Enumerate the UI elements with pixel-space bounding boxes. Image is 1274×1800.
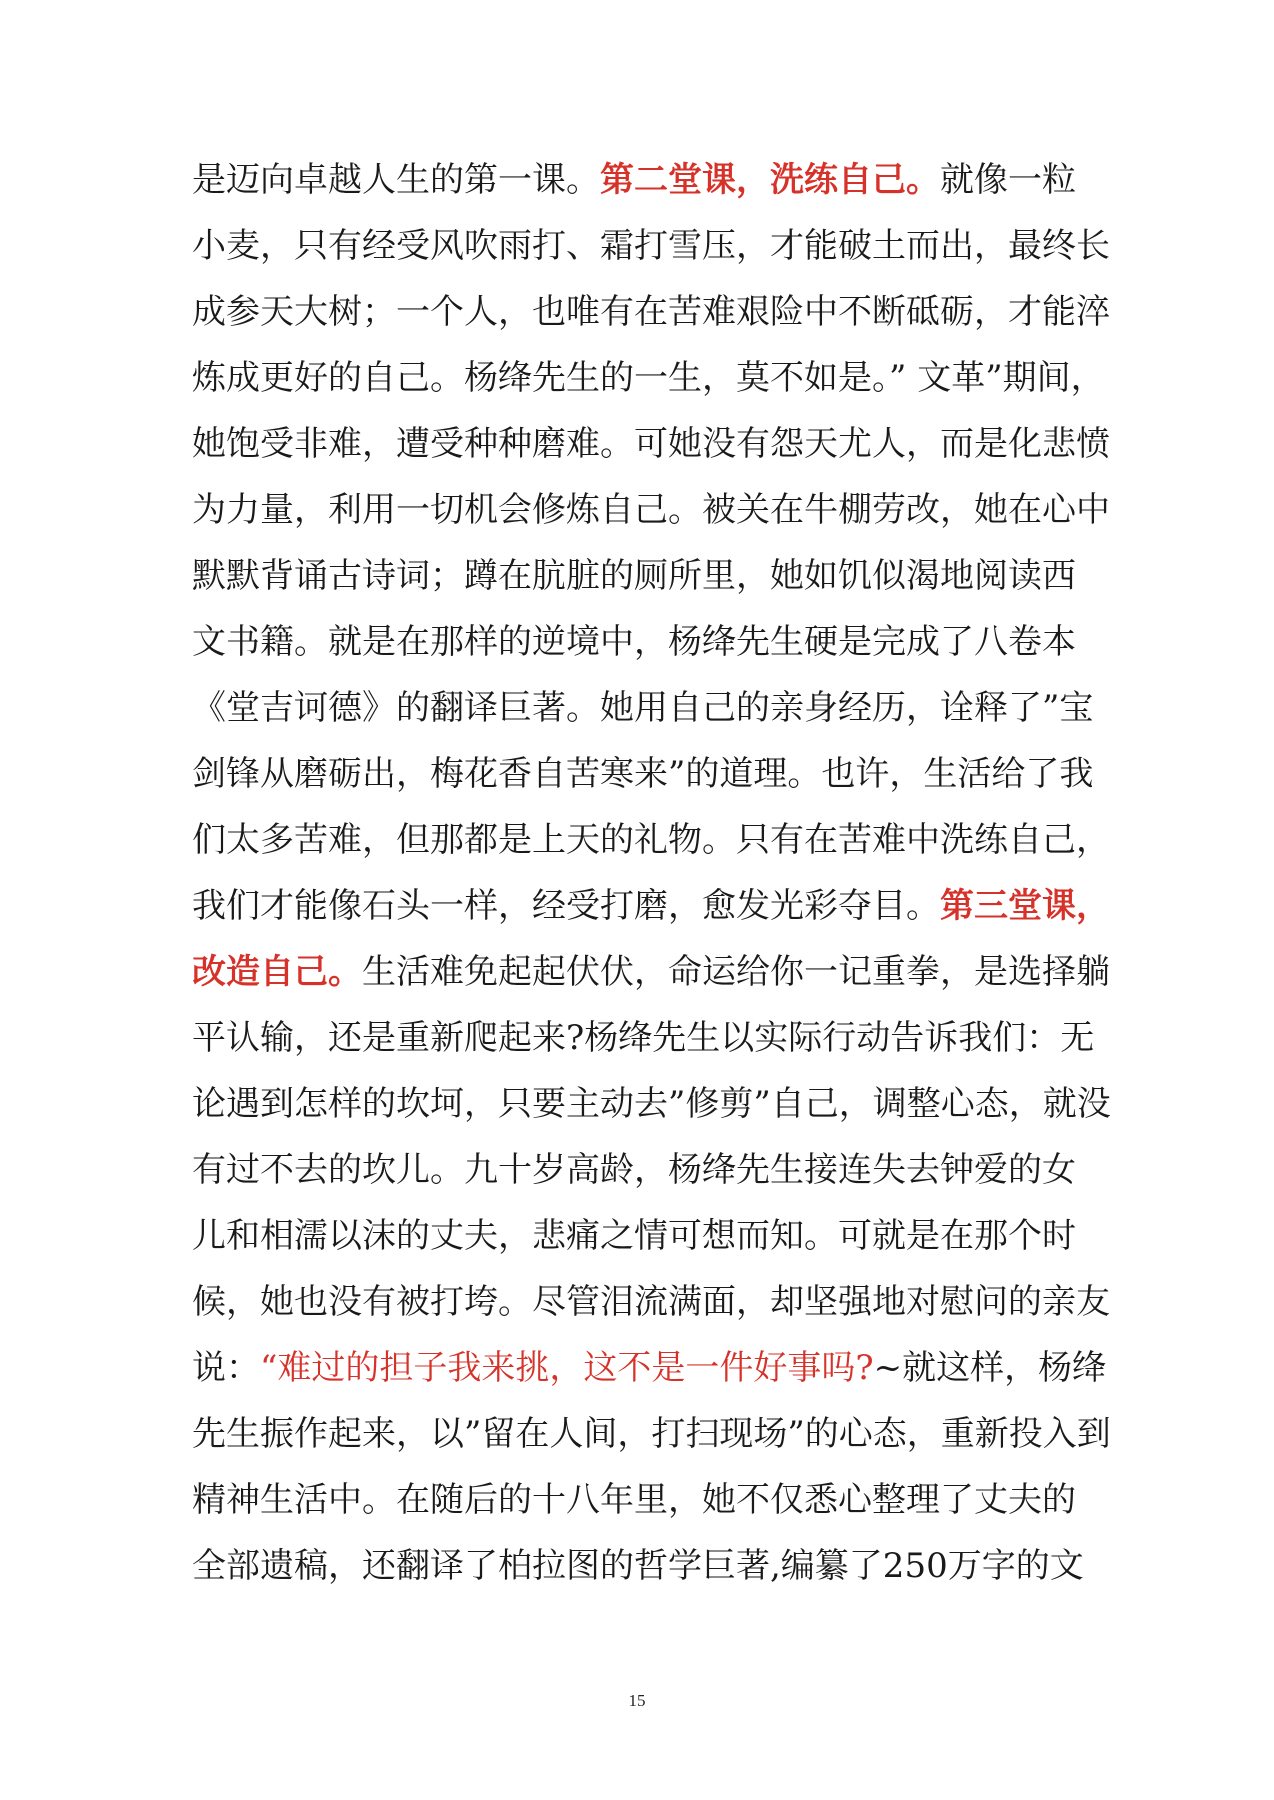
- text-segment: 为力量，利用一切机会修炼自己。被关在牛棚劳改，她在心中: [192, 490, 1110, 530]
- text-segment: 候，她也没有被打垮。尽管泪流满面，却坚强地对慰问的亲友: [192, 1282, 1110, 1322]
- text-segment: 我们才能像石头一样，经受打磨，愈发光彩夺目。: [192, 886, 940, 926]
- text-segment: 先生振作起来，以”留在人间，打扫现场”的心态，重新投入到: [192, 1414, 1111, 1454]
- text-segment: 文书籍。就是在那样的逆境中，杨绛先生硬是完成了八卷本: [192, 622, 1076, 662]
- text-segment: 儿和相濡以沫的丈夫，悲痛之情可想而知。可就是在那个时: [192, 1216, 1076, 1256]
- text-line: [192, 292, 1110, 332]
- text-line: [192, 160, 1076, 200]
- text-line: [192, 1348, 1106, 1388]
- text-segment: 小麦，只有经受风吹雨打、霜打雪压，才能破土而出，最终长: [192, 226, 1110, 266]
- text-line: [192, 226, 1110, 266]
- text-segment: 《堂吉诃德》的翻译巨著。她用自己的亲身经历，诠释了”宝: [192, 688, 1094, 728]
- text-segment: 是迈向卓越人生的第一课。: [192, 160, 600, 200]
- text-segment: 就像一粒: [940, 160, 1076, 200]
- text-line: [192, 490, 1110, 530]
- highlighted-text: 第三堂课，: [940, 886, 1110, 926]
- text-line: [192, 622, 1076, 662]
- text-line: [192, 424, 1110, 464]
- text-segment: 生活难免起起伏伏，命运给你一记重拳，是选择躺: [362, 952, 1110, 992]
- text-line: [192, 688, 1093, 728]
- text-line: [192, 754, 1093, 794]
- highlighted-text: “难过的担子我来挑，这不是一件好事吗?: [260, 1348, 874, 1388]
- highlighted-text: 改造自己。: [192, 952, 362, 992]
- highlighted-text: 第二堂课，洗练自己。: [600, 160, 940, 200]
- text-segment: 平认输，还是重新爬起来?杨绛先生以实际行动告诉我们：无: [192, 1018, 1095, 1058]
- page-number: 15: [628, 1691, 646, 1710]
- text-line: [192, 1150, 1076, 1190]
- text-line: [192, 1018, 1094, 1058]
- text-line: [192, 1216, 1076, 1256]
- text-segment: 全部遗稿，还翻译了柏拉图的哲学巨著,编纂了250万字的文: [192, 1546, 1084, 1586]
- text-line: [192, 1480, 1076, 1520]
- text-line: [192, 1084, 1111, 1124]
- text-line: [192, 1282, 1110, 1322]
- text-segment: 炼成更好的自己。杨绛先生的一生，莫不如是。” 文革”期间，: [192, 358, 1105, 398]
- text-segment: 们太多苦难，但那都是上天的礼物。只有在苦难中洗练自己，: [192, 820, 1110, 860]
- text-line: [192, 886, 1110, 926]
- text-segment: 论遇到怎样的坎坷，只要主动去”修剪”自己，调整心态，就没: [192, 1084, 1111, 1124]
- text-line: [192, 1414, 1111, 1454]
- text-line: [192, 1546, 1084, 1586]
- text-line: [192, 820, 1110, 860]
- text-segment: 精神生活中。在随后的十八年里，她不仅悉心整理了丈夫的: [192, 1480, 1076, 1520]
- text-segment: 剑锋从磨砺出，梅花香自苦寒来”的道理。也许，生活给了我: [192, 754, 1094, 794]
- text-segment: 成参天大树；一个人，也唯有在苦难艰险中不断砥砺，才能淬: [192, 292, 1110, 332]
- text-line: [192, 952, 1110, 992]
- text-line: [192, 556, 1076, 596]
- text-segment: 默默背诵古诗词；蹲在肮脏的厕所里，她如饥似渴地阅读西: [192, 556, 1076, 596]
- text-line: [192, 358, 1105, 398]
- text-segment: 她饱受非难，遭受种种磨难。可她没有怨天尤人，而是化悲愤: [192, 424, 1110, 464]
- text-segment: 说：: [192, 1348, 260, 1388]
- text-segment: ~就这样，杨绛: [873, 1348, 1107, 1388]
- text-segment: 有过不去的坎儿。九十岁高龄，杨绛先生接连失去钟爱的女: [192, 1150, 1076, 1190]
